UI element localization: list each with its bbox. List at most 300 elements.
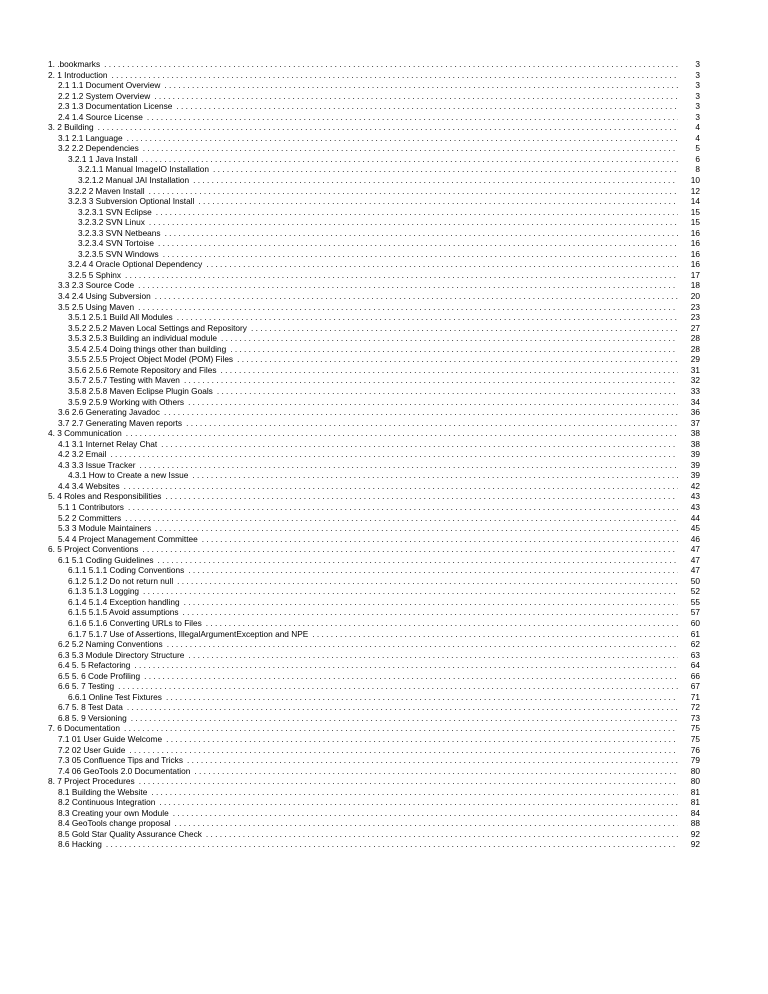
toc-entry-page-number: 60 xyxy=(690,617,700,628)
toc-entry-page-number: 5 xyxy=(695,143,700,154)
toc-entry-title: 3.5.7 2.5.7 Testing with Maven xyxy=(68,375,180,386)
toc-entry[interactable] xyxy=(48,354,700,365)
toc-entry[interactable] xyxy=(48,723,700,734)
toc-entry-title: 6.7 5. 8 Test Data xyxy=(58,702,123,713)
toc-entry[interactable] xyxy=(48,513,700,524)
toc-dot-leader xyxy=(177,312,678,323)
toc-dot-leader xyxy=(138,280,678,291)
toc-dot-leader xyxy=(118,681,678,692)
toc-dot-leader xyxy=(177,576,678,587)
toc-entry-page-number: 32 xyxy=(690,375,700,386)
toc-dot-leader xyxy=(206,618,678,629)
toc-dot-leader xyxy=(198,196,678,207)
toc-entry-page-number: 20 xyxy=(690,291,700,302)
toc-entry-title: 3.3 2.3 Source Code xyxy=(58,280,135,291)
toc-entry-page-number: 31 xyxy=(690,364,700,375)
toc-entry-title: 6.1.5 5.1.5 Avoid assumptions xyxy=(68,607,179,618)
toc-entry-title: 3.2.3 3 Subversion Optional Install xyxy=(68,196,195,207)
toc-dot-leader xyxy=(188,650,678,661)
toc-entry-title: 4. 3 Communication xyxy=(48,428,122,439)
toc-entry-title: 4.1 3.1 Internet Relay Chat xyxy=(58,438,158,449)
toc-entry[interactable] xyxy=(48,460,700,471)
toc-entry[interactable] xyxy=(48,555,700,566)
toc-entry-page-number: 27 xyxy=(690,322,700,333)
toc-entry-page-number: 23 xyxy=(690,312,700,323)
toc-entry-page-number: 47 xyxy=(690,544,700,555)
toc-entry-page-number: 88 xyxy=(690,818,700,829)
toc-entry[interactable] xyxy=(48,249,700,260)
toc-entry-title: 8.4 GeoTools change proposal xyxy=(58,818,171,829)
toc-dot-leader xyxy=(143,586,678,597)
toc-entry-title: 8. 7 Project Procedures xyxy=(48,776,135,787)
toc-entry-title: 6.8 5. 9 Versioning xyxy=(58,712,127,723)
toc-entry-title: 3.6 2.6 Generating Javadoc xyxy=(58,407,160,418)
toc-entry-page-number: 92 xyxy=(690,839,700,850)
toc-entry-page-number: 84 xyxy=(690,807,700,818)
toc-entry-page-number: 15 xyxy=(690,217,700,228)
toc-entry[interactable] xyxy=(48,776,700,787)
toc-entry-page-number: 50 xyxy=(690,575,700,586)
toc-entry[interactable] xyxy=(48,470,700,481)
toc-entry[interactable] xyxy=(48,280,700,291)
toc-entry-page-number: 80 xyxy=(690,776,700,787)
toc-entry-title: 3.7 2.7 Generating Maven reports xyxy=(58,417,183,428)
toc-dot-leader xyxy=(98,122,678,133)
toc-dot-leader xyxy=(131,713,678,724)
toc-dot-leader xyxy=(206,259,678,270)
toc-dot-leader xyxy=(187,755,678,766)
toc-entry-page-number: 71 xyxy=(690,691,700,702)
toc-entry-title: 3.5 2.5 Using Maven xyxy=(58,301,135,312)
toc-entry-page-number: 6 xyxy=(695,153,700,164)
toc-entry[interactable] xyxy=(48,112,700,123)
toc-dot-leader xyxy=(125,513,678,524)
toc-entry[interactable] xyxy=(48,523,700,534)
toc-entry[interactable] xyxy=(48,175,700,186)
toc-dot-leader xyxy=(175,818,678,829)
toc-dot-leader xyxy=(173,808,678,819)
toc-dot-leader xyxy=(312,629,678,640)
toc-entry-page-number: 75 xyxy=(690,734,700,744)
toc-entry-page-number: 16 xyxy=(690,248,700,259)
toc-dot-leader xyxy=(157,555,678,566)
toc-entry[interactable] xyxy=(48,122,700,133)
toc-entry-title: 7.2 02 User Guide xyxy=(58,744,126,755)
toc-entry[interactable] xyxy=(48,766,700,777)
toc-entry-title: 3.2.5 5 Sphinx xyxy=(68,269,122,280)
toc-dot-leader xyxy=(155,291,678,302)
toc-entry[interactable] xyxy=(48,839,700,850)
toc-entry-page-number: 38 xyxy=(690,428,700,439)
toc-dot-leader xyxy=(124,481,678,492)
toc-dot-leader xyxy=(158,238,678,249)
toc-entry-title: 2. 1 Introduction xyxy=(48,69,108,80)
toc-entry-title: 6.1.4 5.1.4 Exception handling xyxy=(68,596,180,607)
toc-entry-title: 3.5.5 2.5.5 Project Object Model (POM) Files xyxy=(68,354,234,365)
toc-entry[interactable] xyxy=(48,829,700,840)
toc-dot-leader xyxy=(154,91,678,102)
toc-entry[interactable] xyxy=(48,808,700,819)
toc-dot-leader xyxy=(139,460,678,471)
toc-entry-page-number: 75 xyxy=(690,723,700,734)
toc-entry-page-number: 64 xyxy=(690,660,700,671)
toc-dot-leader xyxy=(166,734,678,745)
toc-entry-page-number: 57 xyxy=(690,607,700,618)
toc-entry-page-number: 81 xyxy=(690,786,700,797)
toc-entry-title: 3.5.8 2.5.8 Maven Eclipse Plugin Goals xyxy=(68,385,213,396)
toc-entry[interactable] xyxy=(48,164,700,175)
toc-entry-title: 3.2.1.2 Manual JAI Installation xyxy=(78,175,190,186)
toc-entry-title: 6.1 5.1 Coding Guidelines xyxy=(58,554,154,565)
toc-entry-title: 3.5.9 2.5.9 Working with Others xyxy=(68,396,185,407)
toc-entry-page-number: 16 xyxy=(690,227,700,238)
toc-dot-leader xyxy=(127,702,678,713)
toc-entry[interactable] xyxy=(48,386,700,397)
toc-entry[interactable] xyxy=(48,491,700,502)
toc-dot-leader xyxy=(164,80,678,91)
toc-entry[interactable] xyxy=(48,375,700,386)
toc-dot-leader xyxy=(251,323,678,334)
toc-entry[interactable] xyxy=(48,576,700,587)
toc-dot-leader xyxy=(213,164,678,175)
toc-entry-title: 4.3 3.3 Issue Tracker xyxy=(58,459,136,470)
toc-entry-page-number: 62 xyxy=(690,639,700,650)
toc-entry-page-number: 39 xyxy=(690,449,700,460)
toc-dot-leader xyxy=(221,365,678,376)
toc-dot-leader xyxy=(230,344,678,355)
toc-entry-title: 1. .bookmarks xyxy=(48,59,101,69)
toc-entry-title: 6.1.1 5.1.1 Coding Conventions xyxy=(68,565,185,576)
toc-entry-page-number: 39 xyxy=(690,459,700,470)
toc-entry[interactable] xyxy=(48,397,700,408)
toc-entry-title: 6.3 5.3 Module Directory Structure xyxy=(58,649,185,660)
toc-entry[interactable] xyxy=(48,660,700,671)
toc-entry[interactable] xyxy=(48,713,700,724)
toc-entry-page-number: 76 xyxy=(690,744,700,755)
toc-entry[interactable] xyxy=(48,734,700,745)
toc-entry-title: 5.4 4 Project Management Committee xyxy=(58,533,198,544)
toc-dot-leader xyxy=(112,70,678,81)
toc-entry[interactable] xyxy=(48,154,700,165)
toc-entry-title: 3.5.6 2.5.6 Remote Repository and Files xyxy=(68,364,217,375)
toc-entry-title: 6. 5 Project Conventions xyxy=(48,544,139,555)
toc-entry-title: 3. 2 Building xyxy=(48,122,94,133)
toc-entry-page-number: 92 xyxy=(690,828,700,839)
toc-entry[interactable] xyxy=(48,333,700,344)
toc-entry-title: 4.3.1 How to Create a new Issue xyxy=(68,470,189,481)
toc-entry-title: 8.3 Creating your own Module xyxy=(58,807,169,818)
toc-entry[interactable] xyxy=(48,681,700,692)
toc-entry[interactable] xyxy=(48,407,700,418)
toc-entry-title: 6.5 5. 6 Code Profiling xyxy=(58,670,141,681)
toc-entry[interactable] xyxy=(48,291,700,302)
toc-entry-title: 3.2.1 1 Java Install xyxy=(68,153,138,164)
toc-entry-title: 6.1.3 5.1.3 Logging xyxy=(68,586,140,597)
toc-dot-leader xyxy=(165,491,678,502)
toc-dot-leader xyxy=(141,154,678,165)
toc-entry-page-number: 14 xyxy=(690,196,700,207)
toc-entry[interactable] xyxy=(48,323,700,334)
toc-entry[interactable] xyxy=(48,70,700,81)
toc-entry-page-number: 72 xyxy=(690,702,700,713)
toc-dot-leader xyxy=(151,787,678,798)
toc-entry[interactable] xyxy=(48,597,700,608)
toc-entry-page-number: 3 xyxy=(695,69,700,80)
toc-entry-page-number: 55 xyxy=(690,596,700,607)
toc-entry[interactable] xyxy=(48,91,700,102)
toc-entry-page-number: 39 xyxy=(690,470,700,481)
toc-dot-leader xyxy=(192,470,678,481)
toc-entry-page-number: 63 xyxy=(690,649,700,660)
toc-entry-title: 4.4 3.4 Websites xyxy=(58,480,120,491)
toc-entry-page-number: 43 xyxy=(690,501,700,512)
toc-entry-title: 3.4 2.4 Using Subversion xyxy=(58,291,151,302)
toc-dot-leader xyxy=(104,59,678,70)
toc-dot-leader xyxy=(134,660,678,671)
toc-entry[interactable] xyxy=(48,755,700,766)
toc-entry-page-number: 46 xyxy=(690,533,700,544)
toc-dot-leader xyxy=(124,723,678,734)
toc-entry[interactable] xyxy=(48,702,700,713)
toc-entry-title: 3.2.4 4 Oracle Optional Dependency xyxy=(68,259,203,270)
toc-entry[interactable] xyxy=(48,692,700,703)
table-of-contents xyxy=(48,59,700,850)
toc-entry-page-number: 4 xyxy=(695,122,700,133)
toc-entry-page-number: 4 xyxy=(695,132,700,143)
toc-entry-title: 2.2 1.2 System Overview xyxy=(58,90,151,101)
toc-entry[interactable] xyxy=(48,344,700,355)
toc-dot-leader xyxy=(184,597,678,608)
toc-entry[interactable] xyxy=(48,217,700,228)
toc-dot-leader xyxy=(186,418,678,429)
toc-entry[interactable] xyxy=(48,671,700,682)
toc-entry-title: 5.2 2 Committers xyxy=(58,512,122,523)
toc-entry[interactable] xyxy=(48,797,700,808)
toc-dot-leader xyxy=(144,671,678,682)
toc-entry-title: 8.1 Building the Website xyxy=(58,786,148,797)
toc-entry[interactable] xyxy=(48,586,700,597)
toc-entry-page-number: 47 xyxy=(690,554,700,565)
toc-entry[interactable] xyxy=(48,481,700,492)
toc-entry[interactable] xyxy=(48,365,700,376)
toc-entry[interactable] xyxy=(48,534,700,545)
toc-dot-leader xyxy=(161,439,678,450)
toc-dot-leader xyxy=(139,776,678,787)
toc-dot-leader xyxy=(128,502,678,513)
toc-entry-page-number: 16 xyxy=(690,259,700,270)
toc-dot-leader xyxy=(184,375,678,386)
toc-entry-title: 6.1.2 5.1.2 Do not return null xyxy=(68,575,174,586)
toc-dot-leader xyxy=(149,186,678,197)
toc-entry-title: 6.4 5. 5 Refactoring xyxy=(58,660,131,671)
toc-entry-page-number: 38 xyxy=(690,438,700,449)
toc-entry[interactable] xyxy=(48,270,700,281)
toc-entry-page-number: 10 xyxy=(690,175,700,186)
toc-dot-leader xyxy=(125,270,678,281)
toc-dot-leader xyxy=(194,766,678,777)
toc-dot-leader xyxy=(167,639,678,650)
toc-entry-page-number: 34 xyxy=(690,396,700,407)
toc-entry-title: 8.6 Hacking xyxy=(58,839,102,850)
toc-entry-page-number: 66 xyxy=(690,670,700,681)
toc-entry-page-number: 43 xyxy=(690,491,700,502)
toc-entry[interactable] xyxy=(48,133,700,144)
toc-entry-title: 7.3 05 Confluence Tips and Tricks xyxy=(58,755,183,766)
toc-entry-title: 3.2.3.2 SVN Linux xyxy=(78,217,145,228)
toc-entry-title: 7.4 06 GeoTools 2.0 Documentation xyxy=(58,765,191,776)
toc-entry-page-number: 29 xyxy=(690,354,700,365)
toc-entry[interactable] xyxy=(48,565,700,576)
toc-entry-page-number: 28 xyxy=(690,343,700,354)
toc-entry-page-number: 8 xyxy=(695,164,700,175)
toc-entry[interactable] xyxy=(48,259,700,270)
toc-entry-page-number: 81 xyxy=(690,797,700,808)
toc-dot-leader xyxy=(176,101,678,112)
toc-entry[interactable] xyxy=(48,629,700,640)
toc-entry-page-number: 36 xyxy=(690,407,700,418)
toc-dot-leader xyxy=(147,112,678,123)
toc-entry[interactable] xyxy=(48,639,700,650)
toc-entry[interactable] xyxy=(48,745,700,756)
toc-entry-page-number: 16 xyxy=(690,238,700,249)
toc-dot-leader xyxy=(106,839,678,850)
toc-entry[interactable] xyxy=(48,418,700,429)
toc-entry-title: 3.2.3.4 SVN Tortoise xyxy=(78,238,154,249)
toc-entry-title: 5.1 1 Contributors xyxy=(58,501,124,512)
toc-entry-title: 7. 6 Documentation xyxy=(48,723,120,734)
toc-entry-title: 8.2 Continuous Integration xyxy=(58,797,156,808)
toc-entry-title: 3.2.3.5 SVN Windows xyxy=(78,248,159,259)
toc-entry-title: 3.2.2 2 Maven Install xyxy=(68,185,145,196)
toc-entry-title: 6.1.6 5.1.6 Converting URLs to Files xyxy=(68,617,202,628)
toc-entry[interactable] xyxy=(48,544,700,555)
toc-entry-title: 2.1 1.1 Document Overview xyxy=(58,80,161,91)
toc-entry-page-number: 52 xyxy=(690,586,700,597)
toc-dot-leader xyxy=(163,249,678,260)
toc-entry[interactable] xyxy=(48,439,700,450)
toc-entry-page-number: 79 xyxy=(690,755,700,766)
toc-dot-leader xyxy=(138,302,678,313)
toc-entry-page-number: 12 xyxy=(690,185,700,196)
toc-entry-title: 6.6 5. 7 Testing xyxy=(58,681,115,692)
toc-entry-title: 3.5.3 2.5.3 Building an individual module xyxy=(68,333,217,344)
toc-entry[interactable] xyxy=(48,196,700,207)
toc-dot-leader xyxy=(193,175,678,186)
toc-dot-leader xyxy=(159,797,678,808)
toc-entry-title: 2.4 1.4 Source License xyxy=(58,111,143,122)
toc-entry-page-number: 23 xyxy=(690,301,700,312)
toc-dot-leader xyxy=(183,607,678,618)
toc-entry-title: 4.2 3.2 Email xyxy=(58,449,107,460)
toc-entry-page-number: 37 xyxy=(690,417,700,428)
toc-dot-leader xyxy=(166,692,678,703)
toc-dot-leader xyxy=(217,386,678,397)
toc-entry[interactable] xyxy=(48,449,700,460)
toc-entry-title: 3.1 2.1 Language xyxy=(58,132,123,143)
toc-entry-title: 6.1.7 5.1.7 Use of Assertions, IllegalArgumentException and NPE xyxy=(68,628,309,639)
toc-entry-page-number: 15 xyxy=(690,206,700,217)
toc-entry[interactable] xyxy=(48,302,700,313)
toc-dot-leader xyxy=(165,228,678,239)
toc-dot-leader xyxy=(110,449,678,460)
toc-dot-leader xyxy=(206,829,678,840)
toc-dot-leader xyxy=(237,354,678,365)
toc-entry[interactable] xyxy=(48,207,700,218)
toc-entry-page-number: 42 xyxy=(690,480,700,491)
toc-entry-page-number: 3 xyxy=(695,101,700,112)
toc-entry[interactable] xyxy=(48,59,700,70)
toc-entry[interactable] xyxy=(48,618,700,629)
toc-entry-page-number: 3 xyxy=(695,80,700,91)
toc-entry[interactable] xyxy=(48,312,700,323)
toc-dot-leader xyxy=(156,207,678,218)
toc-entry[interactable] xyxy=(48,143,700,154)
toc-entry-page-number: 33 xyxy=(690,385,700,396)
toc-entry[interactable] xyxy=(48,228,700,239)
toc-entry-page-number: 3 xyxy=(695,59,700,69)
toc-dot-leader xyxy=(129,745,678,756)
toc-entry-title: 3.2 2.2 Dependencies xyxy=(58,143,139,154)
toc-entry-title: 2.3 1.3 Documentation License xyxy=(58,101,173,112)
toc-entry[interactable] xyxy=(48,186,700,197)
toc-entry-page-number: 3 xyxy=(695,90,700,101)
toc-entry-page-number: 73 xyxy=(690,712,700,723)
toc-dot-leader xyxy=(221,333,678,344)
toc-dot-leader xyxy=(149,217,678,228)
toc-entry-page-number: 67 xyxy=(690,681,700,692)
toc-entry[interactable] xyxy=(48,428,700,439)
toc-entry-page-number: 47 xyxy=(690,565,700,576)
toc-entry-title: 5.3 3 Module Maintainers xyxy=(58,523,152,534)
toc-entry[interactable] xyxy=(48,502,700,513)
toc-entry-title: 7.1 01 User Guide Welcome xyxy=(58,734,163,744)
toc-entry-title: 5. 4 Roles and Responsibilities xyxy=(48,491,162,502)
toc-entry-title: 3.5.4 2.5.4 Doing things other than building xyxy=(68,343,227,354)
toc-dot-leader xyxy=(164,407,678,418)
toc-entry[interactable] xyxy=(48,818,700,829)
toc-entry-title: 3.5.1 2.5.1 Build All Modules xyxy=(68,312,173,323)
toc-entry-page-number: 18 xyxy=(690,280,700,291)
toc-entry[interactable] xyxy=(48,607,700,618)
toc-entry-page-number: 61 xyxy=(690,628,700,639)
toc-dot-leader xyxy=(155,523,678,534)
toc-entry-title: 3.2.3.1 SVN Eclipse xyxy=(78,206,152,217)
toc-dot-leader xyxy=(127,133,678,144)
toc-entry[interactable] xyxy=(48,101,700,112)
toc-entry-page-number: 44 xyxy=(690,512,700,523)
toc-entry-page-number: 80 xyxy=(690,765,700,776)
toc-entry[interactable] xyxy=(48,650,700,661)
toc-entry-title: 8.5 Gold Star Quality Assurance Check xyxy=(58,828,202,839)
toc-dot-leader xyxy=(126,428,678,439)
toc-entry-title: 6.2 5.2 Naming Conventions xyxy=(58,639,163,650)
toc-entry[interactable] xyxy=(48,80,700,91)
toc-entry-page-number: 45 xyxy=(690,523,700,534)
toc-entry-page-number: 3 xyxy=(695,111,700,122)
toc-dot-leader xyxy=(188,565,678,576)
toc-dot-leader xyxy=(202,534,678,545)
toc-entry-title: 3.5.2 2.5.2 Maven Local Settings and Repository xyxy=(68,322,247,333)
toc-dot-leader xyxy=(143,143,678,154)
toc-entry-title: 3.2.3.3 SVN Netbeans xyxy=(78,227,161,238)
toc-dot-leader xyxy=(142,544,678,555)
toc-entry-title: 3.2.1.1 Manual ImageIO Installation xyxy=(78,164,209,175)
toc-entry-page-number: 28 xyxy=(690,333,700,344)
toc-entry-title: 6.6.1 Online Test Fixtures xyxy=(68,691,162,702)
toc-entry[interactable] xyxy=(48,787,700,798)
toc-entry[interactable] xyxy=(48,238,700,249)
toc-entry-page-number: 17 xyxy=(690,269,700,280)
